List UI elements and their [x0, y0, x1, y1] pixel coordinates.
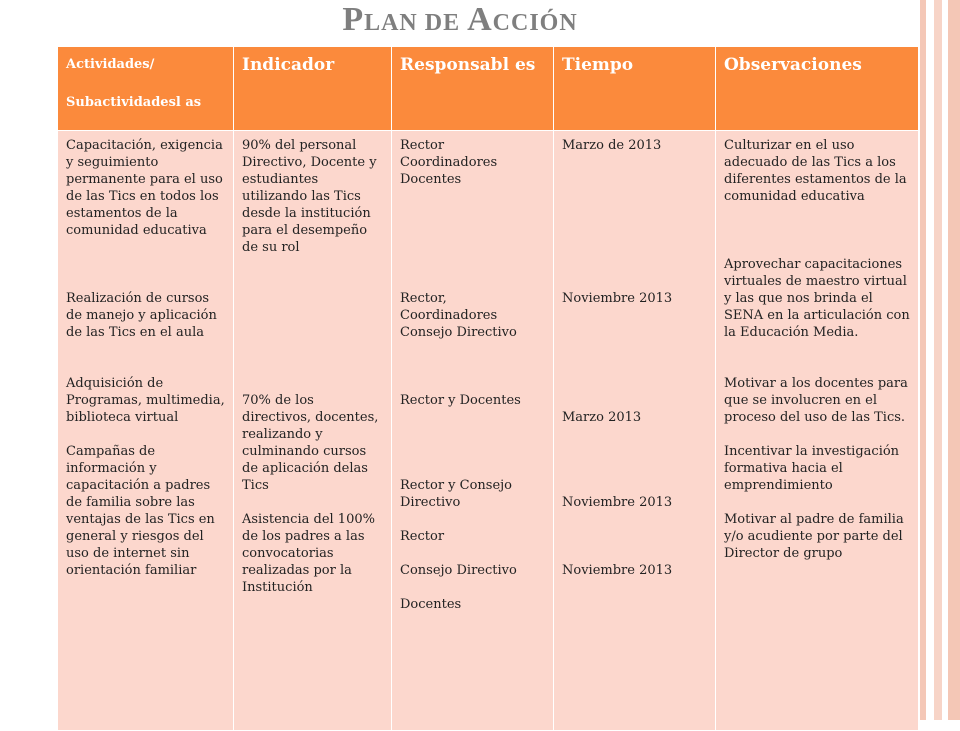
- observation-item: Aprovechar capacitaciones virtuales de maestro virtual y las que nos brinda el SENA en la articulación con la Educación Media.: [724, 257, 910, 340]
- time-item: Marzo 2013: [562, 410, 642, 425]
- indicator-item: 70% de los directivos, docentes, realizando y culminando cursos de aplicación delas Tics: [242, 393, 379, 493]
- responsible-item: Consejo Directivo: [400, 563, 517, 578]
- time-item: Marzo de 2013: [562, 138, 662, 153]
- table-row: [58, 131, 919, 731]
- time-item: Noviembre 2013: [562, 563, 673, 578]
- indicator-item: 90% del personal Directivo, Docente y estudiantes utilizando las Tics desde la institución para el desempeño de su rol: [242, 138, 377, 255]
- decorative-side-stripes: [920, 0, 960, 720]
- observation-item: Motivar al padre de familia y/o acudiente por parte del Director de grupo: [724, 512, 904, 561]
- header-indicator: Indicador: [234, 47, 392, 131]
- responsible-cell: [392, 131, 554, 731]
- responsible-item: Rector y Consejo Directivo: [400, 478, 513, 510]
- activity-item: Realización de cursos de manejo y aplicación de las Tics en el aula: [66, 291, 217, 340]
- action-plan-table: [57, 46, 919, 731]
- activities-cell: [58, 131, 234, 731]
- header-time: Tiempo: [554, 47, 716, 131]
- activity-item: Capacitación, exigencia y seguimiento permanente para el uso de las Tics en todos los estamentos de la comunidad educativa: [66, 138, 223, 238]
- observation-item: Incentivar la investigación formativa hacia el emprendimiento: [724, 444, 900, 493]
- page-title: PLAN DE ACCIÓN: [342, 1, 578, 38]
- responsible-item: Rector: [400, 529, 445, 544]
- header-activities: Actividades/ Subactividadesl as: [58, 47, 234, 131]
- activity-item: Campañas de información y capacitación a padres de familia sobre las ventajas de las Tics en general y riesgos del uso de internet sin orientación familiar: [66, 444, 215, 578]
- responsible-item: Rector Coordinadores Docentes: [400, 138, 498, 187]
- time-cell: [554, 131, 716, 731]
- responsible-item: Rector y Docentes: [400, 393, 521, 408]
- indicator-item: Asistencia del 100% de los padres a las convocatorias realizadas por la Institución: [242, 512, 375, 595]
- header-observations: Observaciones: [716, 47, 919, 131]
- observations-cell: [716, 131, 919, 731]
- time-item: Noviembre 2013: [562, 495, 673, 510]
- time-item: Noviembre 2013: [562, 291, 673, 306]
- responsible-item: Docentes: [400, 597, 462, 612]
- observation-item: Motivar a los docentes para que se involucren en el proceso del uso de las Tics.: [724, 376, 908, 425]
- header-row: [58, 47, 919, 131]
- activity-item: Adquisición de Programas, multimedia, biblioteca virtual: [66, 376, 225, 425]
- observation-item: Culturizar en el uso adecuado de las Tics a los diferentes estamentos de la comunidad educativa: [724, 138, 907, 204]
- indicators-cell: [234, 131, 392, 731]
- header-responsible: Responsabl es: [392, 47, 554, 131]
- responsible-item: Rector, Coordinadores Consejo Directivo: [400, 291, 517, 340]
